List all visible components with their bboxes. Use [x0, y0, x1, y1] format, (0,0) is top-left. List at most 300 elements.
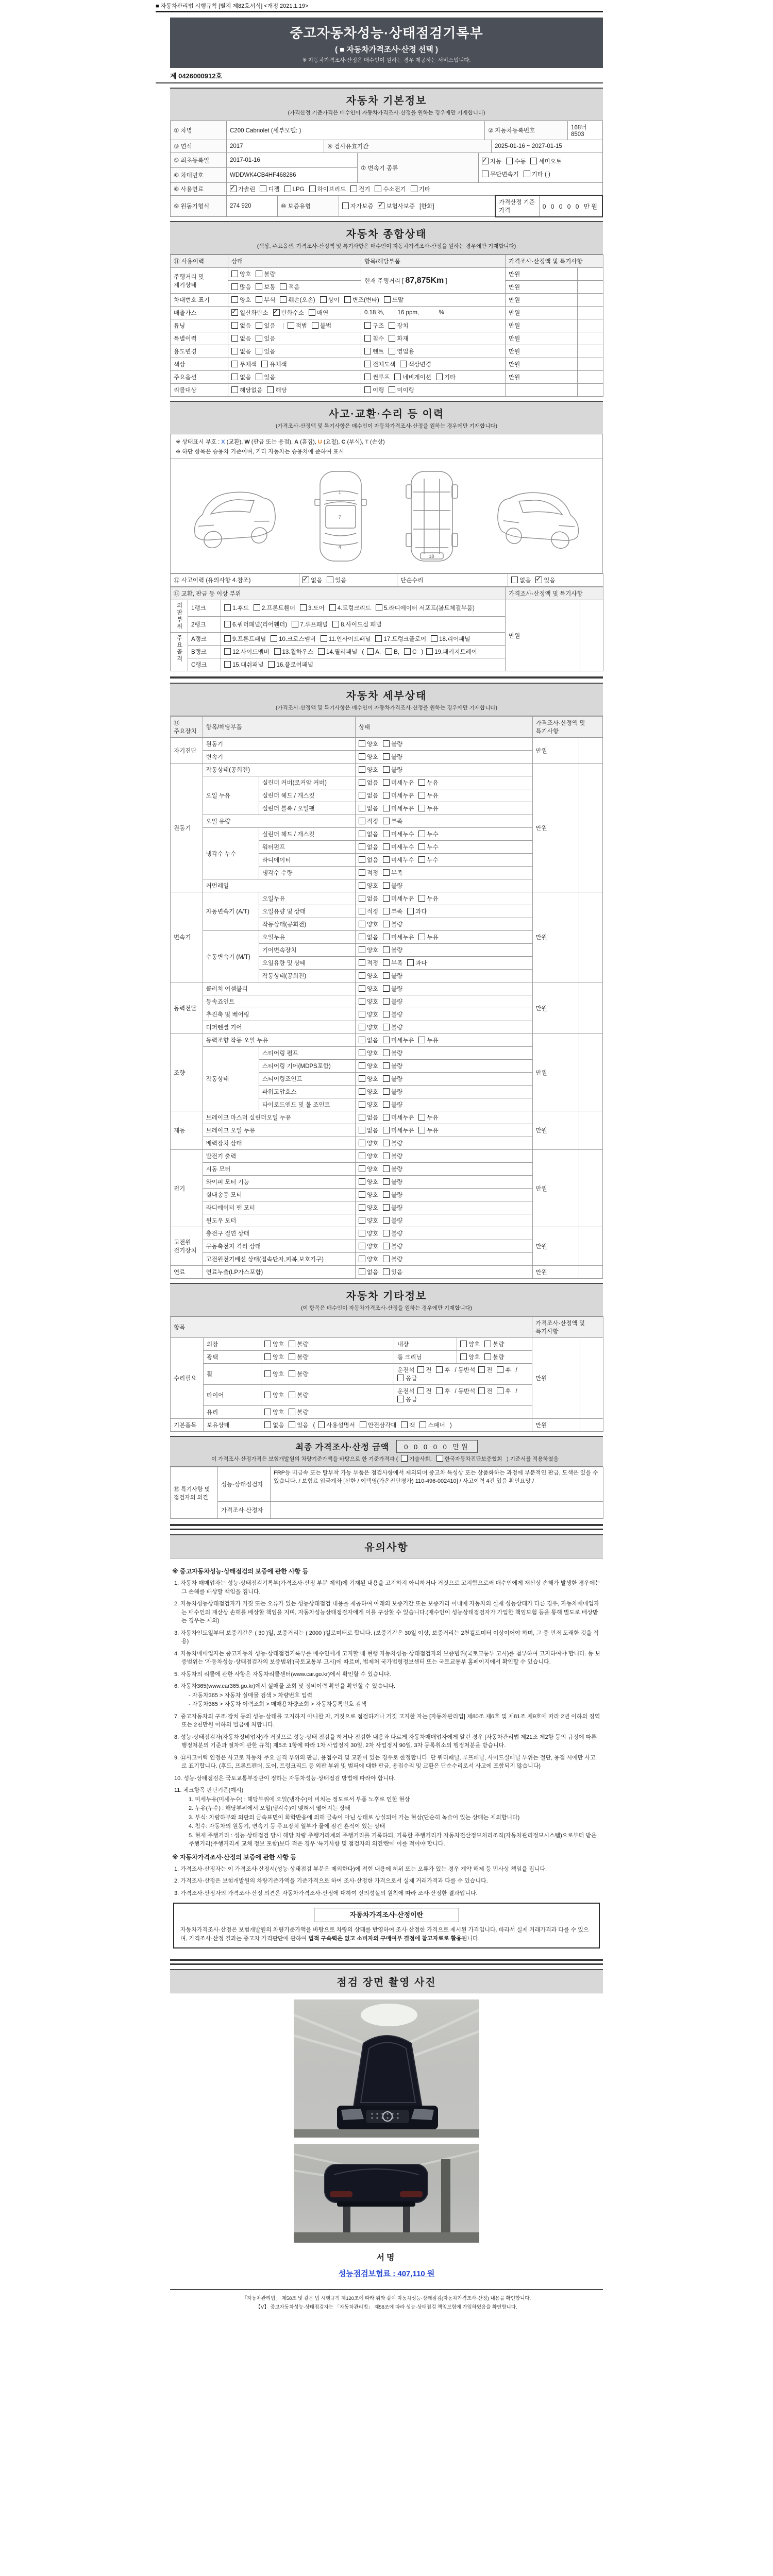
- checkbox-option[interactable]: [383, 817, 402, 825]
- checkbox-option[interactable]: [359, 1229, 378, 1238]
- checkbox-option[interactable]: [359, 907, 378, 916]
- checkbox-option[interactable]: [385, 648, 399, 655]
- checkbox-option[interactable]: [318, 648, 357, 656]
- checkbox-option[interactable]: [383, 1216, 402, 1225]
- checkbox-option[interactable]: [300, 604, 325, 612]
- checkbox-icon[interactable]: [359, 1191, 365, 1198]
- checkbox-icon[interactable]: [359, 1037, 365, 1043]
- checkbox-icon[interactable]: [359, 1127, 365, 1133]
- checkbox-icon[interactable]: [383, 908, 390, 914]
- checkbox-option[interactable]: [383, 920, 402, 928]
- checkbox-option[interactable]: [309, 185, 346, 193]
- checkbox-icon[interactable]: [530, 158, 537, 164]
- checkbox-icon[interactable]: [359, 908, 365, 914]
- checkbox-icon[interactable]: [385, 648, 392, 655]
- checkbox-option[interactable]: [280, 283, 299, 291]
- checkbox-icon[interactable]: [383, 1049, 390, 1056]
- checkbox-option[interactable]: [284, 185, 305, 193]
- checkbox-icon[interactable]: [267, 386, 274, 393]
- checkbox-option[interactable]: [383, 804, 414, 812]
- checkbox-option[interactable]: [364, 334, 384, 343]
- checkbox-icon[interactable]: [383, 1165, 390, 1172]
- checkbox-option[interactable]: [375, 185, 406, 193]
- checkbox-icon[interactable]: [271, 635, 277, 642]
- checkbox-option[interactable]: [327, 576, 346, 584]
- checkbox-icon[interactable]: [359, 753, 365, 760]
- checkbox-icon[interactable]: [359, 1268, 365, 1275]
- checkbox-icon[interactable]: [383, 1230, 390, 1236]
- checkbox-icon[interactable]: [256, 348, 262, 354]
- checkbox-icon[interactable]: [359, 1140, 365, 1146]
- checkbox-checked-icon[interactable]: [535, 577, 542, 583]
- checkbox-option[interactable]: [375, 635, 426, 643]
- checkbox-option[interactable]: [321, 635, 371, 643]
- checkbox-option[interactable]: [383, 843, 414, 851]
- checkbox-icon[interactable]: [360, 1421, 366, 1428]
- checkbox-icon[interactable]: [359, 895, 365, 902]
- checkbox-icon[interactable]: [418, 792, 425, 799]
- checkbox-icon[interactable]: [359, 1049, 365, 1056]
- checkbox-icon[interactable]: [231, 270, 238, 277]
- checkbox-option[interactable]: [256, 334, 275, 343]
- checkbox-option[interactable]: [418, 894, 438, 903]
- checkbox-icon[interactable]: [376, 604, 382, 611]
- checkbox-option[interactable]: [280, 296, 315, 304]
- checkbox-icon[interactable]: [417, 1387, 424, 1394]
- checkbox-icon[interactable]: [231, 374, 238, 380]
- checkbox-icon[interactable]: [418, 934, 425, 940]
- checkbox-option[interactable]: [407, 907, 427, 916]
- checkbox-option[interactable]: [383, 1255, 402, 1263]
- checkbox-icon[interactable]: [436, 374, 443, 380]
- checkbox-checked-icon[interactable]: [230, 185, 237, 192]
- checkbox-option[interactable]: [378, 202, 415, 210]
- checkbox-icon[interactable]: [359, 856, 365, 863]
- checkbox-icon[interactable]: [383, 895, 390, 902]
- checkbox-icon[interactable]: [289, 1370, 295, 1377]
- checkbox-icon[interactable]: [231, 283, 238, 290]
- checkbox-option[interactable]: [359, 869, 378, 877]
- checkbox-option[interactable]: [359, 1242, 378, 1250]
- checkbox-option[interactable]: [418, 791, 438, 800]
- checkbox-option[interactable]: [397, 1395, 417, 1403]
- checkbox-icon[interactable]: [375, 635, 382, 642]
- checkbox-option[interactable]: [264, 1391, 284, 1399]
- checkbox-icon[interactable]: [359, 998, 365, 1005]
- checkbox-icon[interactable]: [320, 296, 327, 303]
- checkbox-option[interactable]: [364, 373, 390, 381]
- checkbox-option[interactable]: [383, 972, 402, 980]
- checkbox-option[interactable]: [482, 170, 519, 178]
- checkbox-option[interactable]: [384, 296, 404, 304]
- checkbox-option[interactable]: [289, 1340, 308, 1348]
- checkbox-option[interactable]: [383, 830, 414, 838]
- checkbox-icon[interactable]: [418, 1037, 425, 1043]
- checkbox-icon[interactable]: [289, 1341, 295, 1347]
- checkbox-icon[interactable]: [264, 1370, 271, 1377]
- checkbox-checked-icon[interactable]: [303, 577, 309, 583]
- checkbox-icon[interactable]: [383, 921, 390, 927]
- checkbox-icon[interactable]: [359, 805, 365, 811]
- checkbox-option[interactable]: [359, 1036, 378, 1044]
- checkbox-icon[interactable]: [256, 374, 262, 380]
- checkbox-option[interactable]: [359, 920, 378, 928]
- checkbox-option[interactable]: [389, 386, 414, 394]
- checkbox-icon[interactable]: [342, 202, 349, 209]
- checkbox-checked-icon[interactable]: [273, 309, 280, 316]
- checkbox-icon[interactable]: [318, 1421, 325, 1428]
- checkbox-option[interactable]: [359, 856, 378, 864]
- checkbox-icon[interactable]: [383, 1011, 390, 1018]
- checkbox-option[interactable]: [426, 648, 477, 656]
- checkbox-option[interactable]: [367, 648, 381, 655]
- checkbox-option[interactable]: [383, 1126, 414, 1134]
- checkbox-option[interactable]: [289, 1408, 308, 1416]
- checkbox-icon[interactable]: [383, 1217, 390, 1224]
- checkbox-option[interactable]: [359, 1049, 378, 1057]
- checkbox-icon[interactable]: [359, 921, 365, 927]
- checkbox-option[interactable]: [401, 1421, 415, 1429]
- checkbox-option[interactable]: [359, 791, 378, 800]
- checkbox-icon[interactable]: [289, 1421, 295, 1428]
- checkbox-option[interactable]: [383, 907, 402, 916]
- checkbox-icon[interactable]: [383, 1178, 390, 1185]
- checkbox-option[interactable]: [383, 1113, 414, 1122]
- checkbox-icon[interactable]: [274, 648, 281, 655]
- checkbox-option[interactable]: [418, 778, 438, 787]
- checkbox-option[interactable]: [383, 985, 402, 993]
- checkbox-icon[interactable]: [383, 1037, 390, 1043]
- checkbox-icon[interactable]: [231, 361, 238, 367]
- checkbox-option[interactable]: [383, 1229, 402, 1238]
- checkbox-icon[interactable]: [359, 1153, 365, 1159]
- checkbox-option[interactable]: [389, 321, 408, 330]
- checkbox-option[interactable]: [389, 334, 408, 343]
- checkbox-option[interactable]: [383, 894, 414, 903]
- checkbox-option[interactable]: [359, 894, 378, 903]
- checkbox-option[interactable]: [359, 959, 378, 967]
- checkbox-option[interactable]: [418, 830, 438, 838]
- checkbox-option[interactable]: [383, 1062, 402, 1070]
- checkbox-icon[interactable]: [383, 740, 390, 747]
- checkbox-icon[interactable]: [329, 604, 336, 611]
- checkbox-option[interactable]: [383, 1023, 402, 1031]
- checkbox-option[interactable]: [401, 1455, 432, 1463]
- checkbox-option[interactable]: [264, 1340, 284, 1348]
- checkbox-option[interactable]: [511, 576, 531, 584]
- checkbox-option[interactable]: [383, 869, 402, 877]
- checkbox-icon[interactable]: [359, 1217, 365, 1224]
- checkbox-icon[interactable]: [231, 296, 238, 303]
- checkbox-option[interactable]: [419, 1421, 445, 1429]
- checkbox-icon[interactable]: [292, 621, 298, 628]
- checkbox-option[interactable]: [383, 959, 402, 967]
- checkbox-icon[interactable]: [375, 185, 381, 192]
- checkbox-option[interactable]: [256, 373, 275, 381]
- checkbox-option[interactable]: [383, 1178, 402, 1186]
- checkbox-icon[interactable]: [364, 322, 371, 329]
- checkbox-icon[interactable]: [359, 946, 365, 953]
- checkbox-option[interactable]: [418, 804, 438, 812]
- checkbox-icon[interactable]: [383, 1153, 390, 1159]
- checkbox-option[interactable]: [478, 1366, 492, 1374]
- checkbox-option[interactable]: [484, 1340, 504, 1348]
- checkbox-icon[interactable]: [383, 869, 390, 876]
- checkbox-option[interactable]: [497, 1366, 511, 1374]
- checkbox-option[interactable]: [224, 604, 249, 612]
- checkbox-icon[interactable]: [300, 604, 307, 611]
- checkbox-option[interactable]: [359, 740, 378, 748]
- checkbox-option[interactable]: [389, 347, 414, 355]
- checkbox-icon[interactable]: [383, 1191, 390, 1198]
- checkbox-option[interactable]: [320, 296, 340, 304]
- checkbox-icon[interactable]: [418, 843, 425, 850]
- checkbox-option[interactable]: [418, 856, 438, 864]
- checkbox-option[interactable]: [231, 321, 251, 330]
- checkbox-icon[interactable]: [359, 882, 365, 889]
- checkbox-icon[interactable]: [359, 1011, 365, 1018]
- checkbox-option[interactable]: [359, 985, 378, 993]
- checkbox-option[interactable]: [383, 766, 402, 774]
- checkbox-option[interactable]: [231, 347, 251, 355]
- checkbox-icon[interactable]: [284, 185, 291, 192]
- checkbox-icon[interactable]: [359, 1088, 365, 1095]
- checkbox-option[interactable]: [418, 1036, 438, 1044]
- checkbox-icon[interactable]: [383, 1127, 390, 1133]
- checkbox-option[interactable]: [224, 635, 266, 643]
- checkbox-icon[interactable]: [359, 1101, 365, 1108]
- checkbox-icon[interactable]: [418, 1114, 425, 1121]
- checkbox-icon[interactable]: [224, 648, 231, 655]
- checkbox-icon[interactable]: [394, 374, 401, 380]
- checkbox-option[interactable]: [359, 778, 378, 787]
- checkbox-icon[interactable]: [383, 998, 390, 1005]
- checkbox-icon[interactable]: [261, 361, 268, 367]
- checkbox-option[interactable]: [364, 360, 395, 368]
- checkbox-option[interactable]: [397, 1374, 417, 1382]
- checkbox-icon[interactable]: [264, 1392, 271, 1398]
- checkbox-option[interactable]: [359, 933, 378, 941]
- checkbox-icon[interactable]: [383, 1062, 390, 1069]
- checkbox-icon[interactable]: [418, 856, 425, 863]
- checkbox-option[interactable]: [383, 1191, 402, 1199]
- checkbox-option[interactable]: [359, 804, 378, 812]
- checkbox-icon[interactable]: [359, 831, 365, 837]
- checkbox-option[interactable]: [506, 157, 526, 165]
- checkbox-icon[interactable]: [280, 283, 287, 290]
- checkbox-icon[interactable]: [383, 1101, 390, 1108]
- checkbox-option[interactable]: [535, 576, 555, 584]
- checkbox-option[interactable]: [260, 185, 279, 193]
- checkbox-icon[interactable]: [418, 779, 425, 786]
- checkbox-option[interactable]: [256, 283, 275, 291]
- checkbox-icon[interactable]: [224, 621, 231, 628]
- checkbox-icon[interactable]: [400, 361, 407, 367]
- checkbox-icon[interactable]: [418, 831, 425, 837]
- checkbox-icon[interactable]: [224, 604, 231, 611]
- checkbox-option[interactable]: [359, 817, 378, 825]
- checkbox-icon[interactable]: [256, 270, 262, 277]
- checkbox-option[interactable]: [256, 296, 275, 304]
- checkbox-icon[interactable]: [383, 792, 390, 799]
- checkbox-option[interactable]: [273, 309, 304, 317]
- checkbox-icon[interactable]: [289, 1409, 295, 1415]
- checkbox-option[interactable]: [254, 604, 295, 612]
- checkbox-option[interactable]: [383, 946, 402, 954]
- checkbox-icon[interactable]: [383, 959, 390, 966]
- checkbox-option[interactable]: [411, 185, 430, 193]
- checkbox-option[interactable]: [383, 753, 402, 761]
- checkbox-option[interactable]: [383, 1152, 402, 1160]
- checkbox-icon[interactable]: [497, 1366, 503, 1373]
- checkbox-option[interactable]: [359, 1178, 378, 1186]
- checkbox-option[interactable]: [478, 1387, 492, 1395]
- checkbox-option[interactable]: [376, 604, 475, 612]
- checkbox-option[interactable]: [359, 1126, 378, 1134]
- checkbox-option[interactable]: [231, 334, 251, 343]
- checkbox-icon[interactable]: [383, 1088, 390, 1095]
- checkbox-option[interactable]: [383, 1010, 402, 1019]
- checkbox-icon[interactable]: [524, 171, 530, 177]
- checkbox-option[interactable]: [231, 386, 262, 394]
- checkbox-option[interactable]: [359, 1075, 378, 1083]
- checkbox-icon[interactable]: [224, 635, 231, 642]
- checkbox-option[interactable]: [436, 1366, 450, 1374]
- checkbox-icon[interactable]: [389, 348, 395, 354]
- checkbox-option[interactable]: [359, 1088, 378, 1096]
- checkbox-option[interactable]: [482, 157, 501, 165]
- checkbox-option[interactable]: [364, 321, 384, 330]
- checkbox-option[interactable]: [418, 1113, 438, 1122]
- checkbox-icon[interactable]: [359, 818, 365, 824]
- checkbox-option[interactable]: [383, 1204, 402, 1212]
- checkbox-option[interactable]: [359, 946, 378, 954]
- checkbox-option[interactable]: [264, 1408, 284, 1416]
- checkbox-icon[interactable]: [309, 309, 315, 316]
- checkbox-option[interactable]: [497, 1387, 511, 1395]
- checkbox-icon[interactable]: [359, 1178, 365, 1185]
- checkbox-option[interactable]: [274, 648, 313, 656]
- checkbox-option[interactable]: [256, 270, 275, 278]
- checkbox-option[interactable]: [436, 373, 456, 381]
- checkbox-option[interactable]: [383, 1165, 402, 1173]
- checkbox-icon[interactable]: [511, 577, 518, 583]
- checkbox-option[interactable]: [417, 1387, 431, 1395]
- checkbox-icon[interactable]: [289, 1392, 295, 1398]
- checkbox-icon[interactable]: [478, 1366, 485, 1373]
- checkbox-icon[interactable]: [401, 1455, 408, 1462]
- checkbox-icon[interactable]: [359, 985, 365, 992]
- checkbox-icon[interactable]: [359, 959, 365, 966]
- checkbox-icon[interactable]: [312, 322, 318, 329]
- checkbox-icon[interactable]: [407, 959, 414, 966]
- checkbox-option[interactable]: [350, 185, 370, 193]
- checkbox-icon[interactable]: [359, 766, 365, 773]
- checkbox-option[interactable]: [418, 843, 438, 851]
- checkbox-option[interactable]: [289, 1421, 308, 1429]
- checkbox-option[interactable]: [231, 309, 268, 317]
- checkbox-icon[interactable]: [389, 335, 395, 342]
- checkbox-icon[interactable]: [401, 1421, 408, 1428]
- checkbox-icon[interactable]: [359, 1075, 365, 1082]
- checkbox-icon[interactable]: [359, 792, 365, 799]
- checkbox-option[interactable]: [344, 296, 379, 304]
- checkbox-icon[interactable]: [460, 1353, 467, 1360]
- checkbox-option[interactable]: [271, 635, 316, 643]
- checkbox-icon[interactable]: [327, 577, 333, 583]
- checkbox-icon[interactable]: [364, 374, 371, 380]
- checkbox-icon[interactable]: [404, 648, 411, 655]
- checkbox-icon[interactable]: [506, 158, 513, 164]
- checkbox-icon[interactable]: [359, 972, 365, 979]
- checkbox-option[interactable]: [359, 1100, 378, 1109]
- checkbox-option[interactable]: [292, 620, 328, 629]
- checkbox-icon[interactable]: [389, 322, 395, 329]
- checkbox-icon[interactable]: [383, 1075, 390, 1082]
- checkbox-option[interactable]: [359, 843, 378, 851]
- checkbox-icon[interactable]: [224, 661, 231, 668]
- checkbox-option[interactable]: [383, 997, 402, 1006]
- checkbox-checked-icon[interactable]: [482, 158, 489, 164]
- checkbox-option[interactable]: [267, 386, 287, 394]
- checkbox-option[interactable]: [359, 882, 378, 890]
- checkbox-option[interactable]: [359, 1204, 378, 1212]
- checkbox-option[interactable]: [359, 1062, 378, 1070]
- checkbox-option[interactable]: [383, 740, 402, 748]
- checkbox-option[interactable]: [289, 1391, 308, 1399]
- checkbox-option[interactable]: [460, 1353, 480, 1361]
- checkbox-option[interactable]: [404, 648, 416, 655]
- checkbox-option[interactable]: [383, 1075, 402, 1083]
- checkbox-icon[interactable]: [359, 1024, 365, 1030]
- checkbox-icon[interactable]: [364, 386, 371, 393]
- checkbox-option[interactable]: [231, 360, 257, 368]
- checkbox-icon[interactable]: [359, 869, 365, 876]
- checkbox-checked-icon[interactable]: [231, 309, 238, 316]
- checkbox-icon[interactable]: [318, 648, 325, 655]
- checkbox-option[interactable]: [332, 620, 381, 629]
- checkbox-icon[interactable]: [231, 348, 238, 354]
- checkbox-icon[interactable]: [383, 818, 390, 824]
- checkbox-option[interactable]: [383, 1139, 402, 1147]
- checkbox-icon[interactable]: [397, 1396, 404, 1402]
- checkbox-option[interactable]: [359, 1139, 378, 1147]
- checkbox-icon[interactable]: [383, 856, 390, 863]
- checkbox-icon[interactable]: [417, 1366, 424, 1373]
- checkbox-option[interactable]: [359, 830, 378, 838]
- checkbox-icon[interactable]: [359, 1243, 365, 1249]
- checkbox-option[interactable]: [383, 778, 414, 787]
- checkbox-icon[interactable]: [359, 1230, 365, 1236]
- checkbox-option[interactable]: [364, 347, 384, 355]
- checkbox-icon[interactable]: [367, 648, 374, 655]
- checkbox-icon[interactable]: [383, 972, 390, 979]
- checkbox-icon[interactable]: [359, 934, 365, 940]
- checkbox-option[interactable]: [264, 1353, 284, 1361]
- checkbox-icon[interactable]: [411, 185, 417, 192]
- checkbox-icon[interactable]: [383, 843, 390, 850]
- checkbox-option[interactable]: [383, 1088, 402, 1096]
- checkbox-icon[interactable]: [383, 882, 390, 889]
- checkbox-option[interactable]: [329, 604, 371, 612]
- checkbox-icon[interactable]: [383, 779, 390, 786]
- checkbox-option[interactable]: [383, 856, 414, 864]
- checkbox-icon[interactable]: [359, 1114, 365, 1121]
- checkbox-option[interactable]: [268, 660, 313, 669]
- checkbox-option[interactable]: [359, 1191, 378, 1199]
- checkbox-option[interactable]: [224, 620, 287, 629]
- checkbox-icon[interactable]: [383, 1114, 390, 1121]
